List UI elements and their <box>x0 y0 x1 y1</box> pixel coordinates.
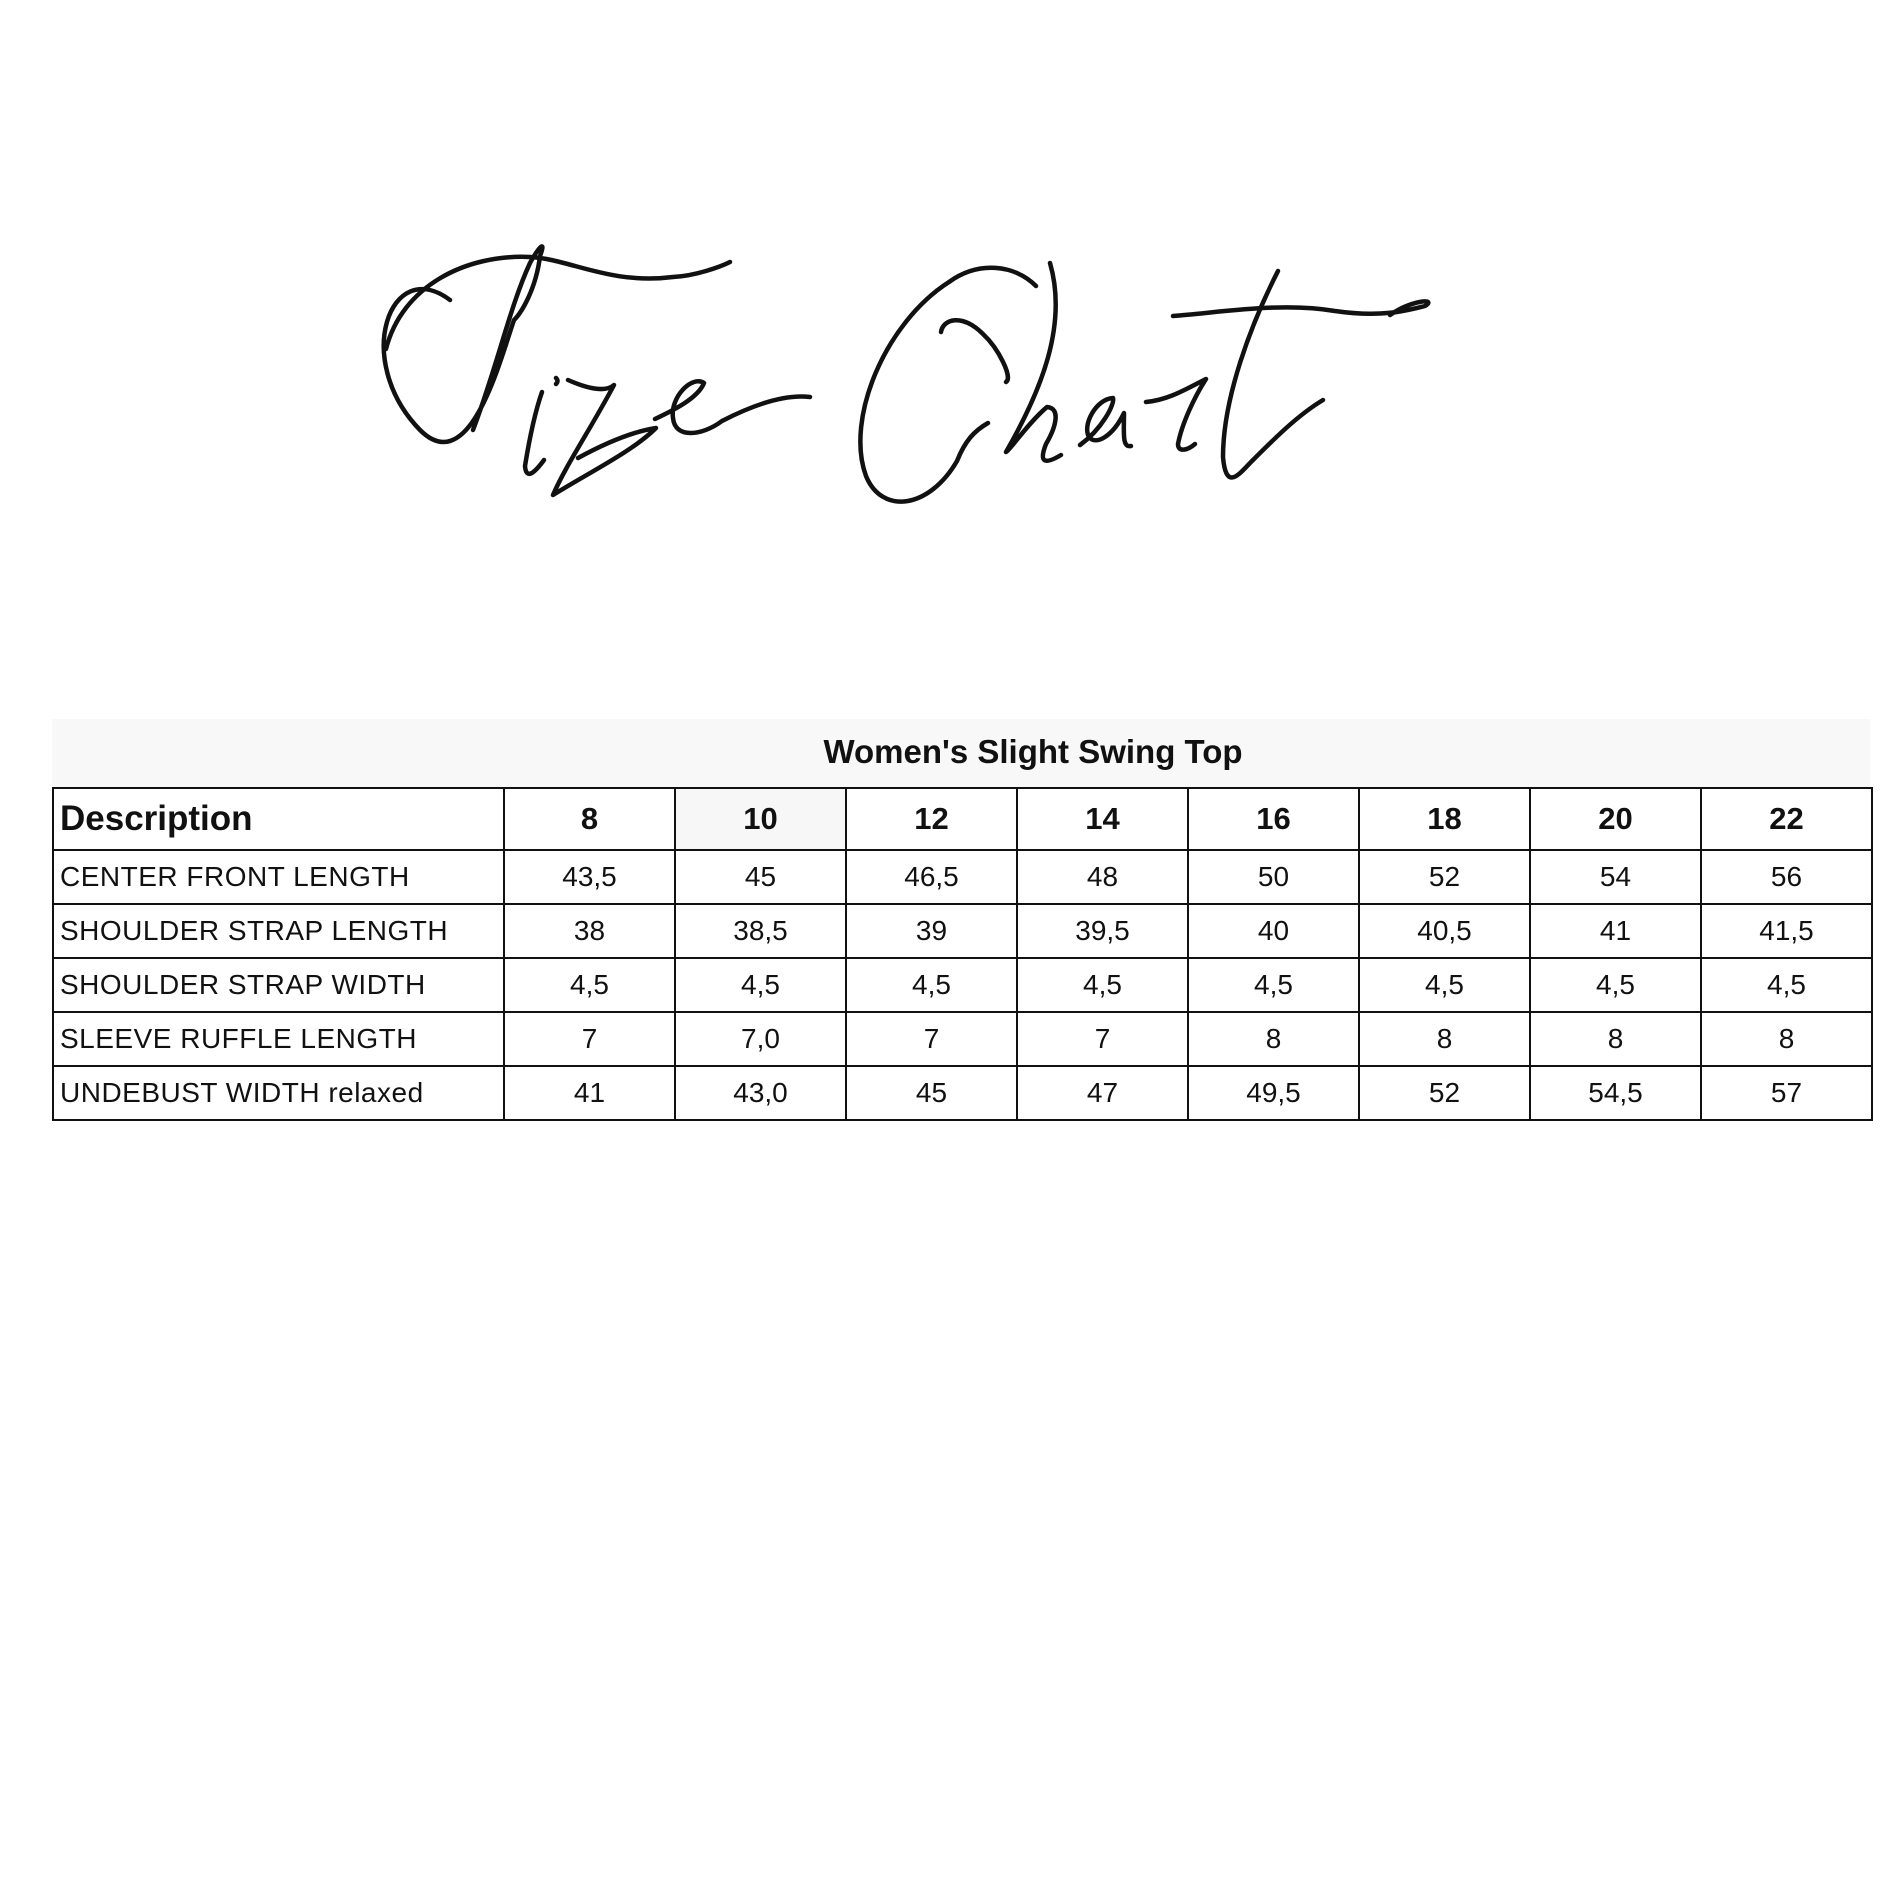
description-header: Description <box>53 788 504 850</box>
title-t-crossbar <box>1173 301 1428 316</box>
size-header-8: 8 <box>504 788 675 850</box>
row-label-center-front-length: CENTER FRONT LENGTH <box>53 850 504 904</box>
table-row-shoulder-strap-width <box>53 958 1872 1012</box>
row-label-undebust-width-relaxed: UNDEBUST WIDTH relaxed <box>53 1066 504 1120</box>
row-label-shoulder-strap-length: SHOULDER STRAP LENGTH <box>53 904 504 958</box>
table-cell: 40,5 <box>1359 904 1530 958</box>
table-cell: 38 <box>504 904 675 958</box>
product-title: Women's Slight Swing Top <box>823 733 1243 770</box>
row-label-sleeve-ruffle-length: SLEEVE RUFFLE LENGTH <box>53 1012 504 1066</box>
table-cell: 7,0 <box>675 1012 846 1066</box>
size-header-14: 14 <box>1017 788 1188 850</box>
table-cell: 45 <box>675 850 846 904</box>
table-cell: 48 <box>1017 850 1188 904</box>
size-header-16: 16 <box>1188 788 1359 850</box>
table-cell: 4,5 <box>1017 958 1188 1012</box>
table-cell: 4,5 <box>675 958 846 1012</box>
table-cell: 41 <box>1530 904 1701 958</box>
table-cell: 8 <box>1188 1012 1359 1066</box>
table-cell: 57 <box>1701 1066 1872 1120</box>
size-header-18: 18 <box>1359 788 1530 850</box>
title-i-stroke <box>525 392 544 474</box>
table-cell: 4,5 <box>1188 958 1359 1012</box>
table-cell: 54 <box>1530 850 1701 904</box>
table-cell: 50 <box>1188 850 1359 904</box>
size-header-20: 20 <box>1530 788 1701 850</box>
title-h-stroke <box>1006 263 1061 461</box>
table-cell: 54,5 <box>1530 1066 1701 1120</box>
title-a-stroke <box>1080 398 1131 446</box>
title-c-stroke <box>860 268 1036 502</box>
table-cell: 49,5 <box>1188 1066 1359 1120</box>
table-row-sleeve-ruffle-length <box>53 1012 1872 1066</box>
table-cell: 56 <box>1701 850 1872 904</box>
table-cell: 4,5 <box>1359 958 1530 1012</box>
title-z-stroke <box>553 380 656 495</box>
title-r-stroke <box>1146 379 1206 450</box>
title-t-stroke <box>1223 271 1323 477</box>
size-header-10: 10 <box>675 788 846 850</box>
table-cell: 38,5 <box>675 904 846 958</box>
table-cell: 46,5 <box>846 850 1017 904</box>
table-cell: 52 <box>1359 850 1530 904</box>
table-row-center-front-length <box>53 850 1872 904</box>
size-table-header-row <box>53 788 1872 850</box>
table-cell: 43,5 <box>504 850 675 904</box>
table-cell: 39 <box>846 904 1017 958</box>
table-cell: 7 <box>846 1012 1017 1066</box>
table-cell: 8 <box>1359 1012 1530 1066</box>
table-cell: 4,5 <box>1701 958 1872 1012</box>
row-label-shoulder-strap-width: SHOULDER STRAP WIDTH <box>53 958 504 1012</box>
title-s-top-swash <box>386 257 730 349</box>
table-cell: 41,5 <box>1701 904 1872 958</box>
table-cell: 4,5 <box>1530 958 1701 1012</box>
table-cell: 8 <box>1701 1012 1872 1066</box>
size-chart-title-art <box>380 220 1780 600</box>
table-row-undebust-width-relaxed <box>53 1066 1872 1120</box>
table-cell: 47 <box>1017 1066 1188 1120</box>
title-i-dot <box>556 378 558 384</box>
table-cell: 4,5 <box>504 958 675 1012</box>
table-cell: 7 <box>504 1012 675 1066</box>
table-cell: 4,5 <box>846 958 1017 1012</box>
table-cell: 43,0 <box>675 1066 846 1120</box>
size-chart-title-script <box>380 220 1780 600</box>
size-table <box>52 787 1873 1121</box>
title-s-stroke <box>384 246 543 442</box>
title-e-stroke <box>655 381 810 433</box>
table-cell: 8 <box>1530 1012 1701 1066</box>
table-cell: 39,5 <box>1017 904 1188 958</box>
size-header-22: 22 <box>1701 788 1872 850</box>
table-cell: 52 <box>1359 1066 1530 1120</box>
table-cell: 7 <box>1017 1012 1188 1066</box>
title-h-loop <box>941 320 1008 382</box>
table-cell: 41 <box>504 1066 675 1120</box>
table-row-shoulder-strap-length <box>53 904 1872 958</box>
table-cell: 40 <box>1188 904 1359 958</box>
table-cell: 45 <box>846 1066 1017 1120</box>
size-header-12: 12 <box>846 788 1017 850</box>
